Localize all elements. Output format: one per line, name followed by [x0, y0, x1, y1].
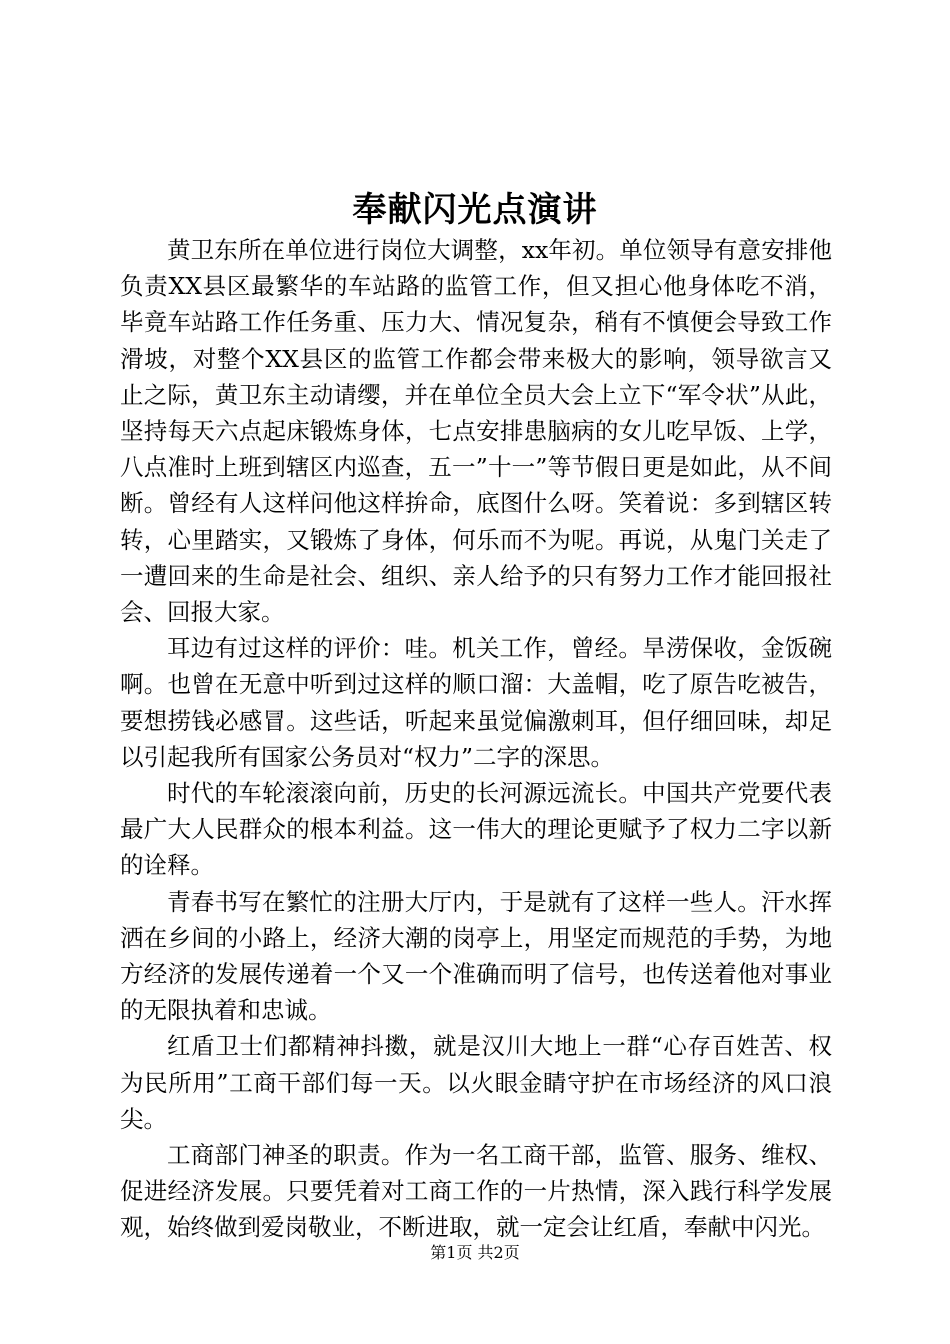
paragraph-6: 工商部门神圣的职责。作为一名工商干部，监管、服务、维权、促进经济发展。只要凭着对工商工作的一片热情，深入践行科学发展观，始终做到爱岗敬业，不断进取，就一定会让红盾，奉献中闪光。: [120, 1141, 832, 1242]
paragraph-5: 红盾卫士们都精神抖擞，就是汉川大地上一群“心存百姓苦、权为民所用”工商干部们每一天。以火眼金睛守护在市场经济的风口浪尖。: [120, 1032, 832, 1133]
paragraph-4: 青春书写在繁忙的注册大厅内，于是就有了这样一些人。汗水挥洒在乡间的小路上，经济大潮的岗亭上，用坚定而规范的手势，为地方经济的发展传递着一个又一个准确而明了信号，也传送着他对事业的无限执着和忠诚。: [120, 887, 832, 1025]
document-title: 奉献闪光点演讲: [352, 190, 598, 230]
document-body: [120, 232, 832, 1246]
page-footer: 第1页 共2页: [430, 1243, 520, 1262]
paragraph-1: 黄卫东所在单位进行岗位大调整，xx年初。单位领导有意安排他负责XX县区最繁华的车站路的监管工作，但又担心他身体吃不消，毕竟车站路工作任务重、压力大、情况复杂，稍有不慎便会导致工作滑坡，对整个XX县区的监管工作都会带来极大的影响，领导欲言又止之际，黄卫东主动请缨，并在单位全员大会上立下“军令状”从此，坚持每天六点起床锻炼身体，七点安排患脑病的女儿吃早饭、上学，八点准时上班到辖区内巡查，五一”十一”等节假日更是如此，从不间断。曾经有人这样问他这样拚命，底图什么呀。笑着说：多到辖区转转，心里踏实，又锻炼了身体，何乐而不为呢。再说，从鬼门关走了一遭回来的生命是社会、组织、亲人给予的只有努力工作才能回报社会、回报大家。: [120, 236, 832, 627]
paragraph-2: 耳边有过这样的评价：哇。机关工作，曾经。旱涝保收，金饭碗啊。也曾在无意中听到过这样的顺口溜：大盖帽，吃了原告吃被告，要想捞钱必感冒。这些话，听起来虽觉偏激刺耳，但仔细回味，却足以引起我所有国家公务员对“权力”二字的深思。: [120, 634, 832, 771]
paragraph-3: 时代的车轮滚滚向前，历史的长河源远流长。中国共产党要代表最广大人民群众的根本利益。这一伟大的理论更赋予了权力二字以新的诠释。: [120, 779, 832, 880]
